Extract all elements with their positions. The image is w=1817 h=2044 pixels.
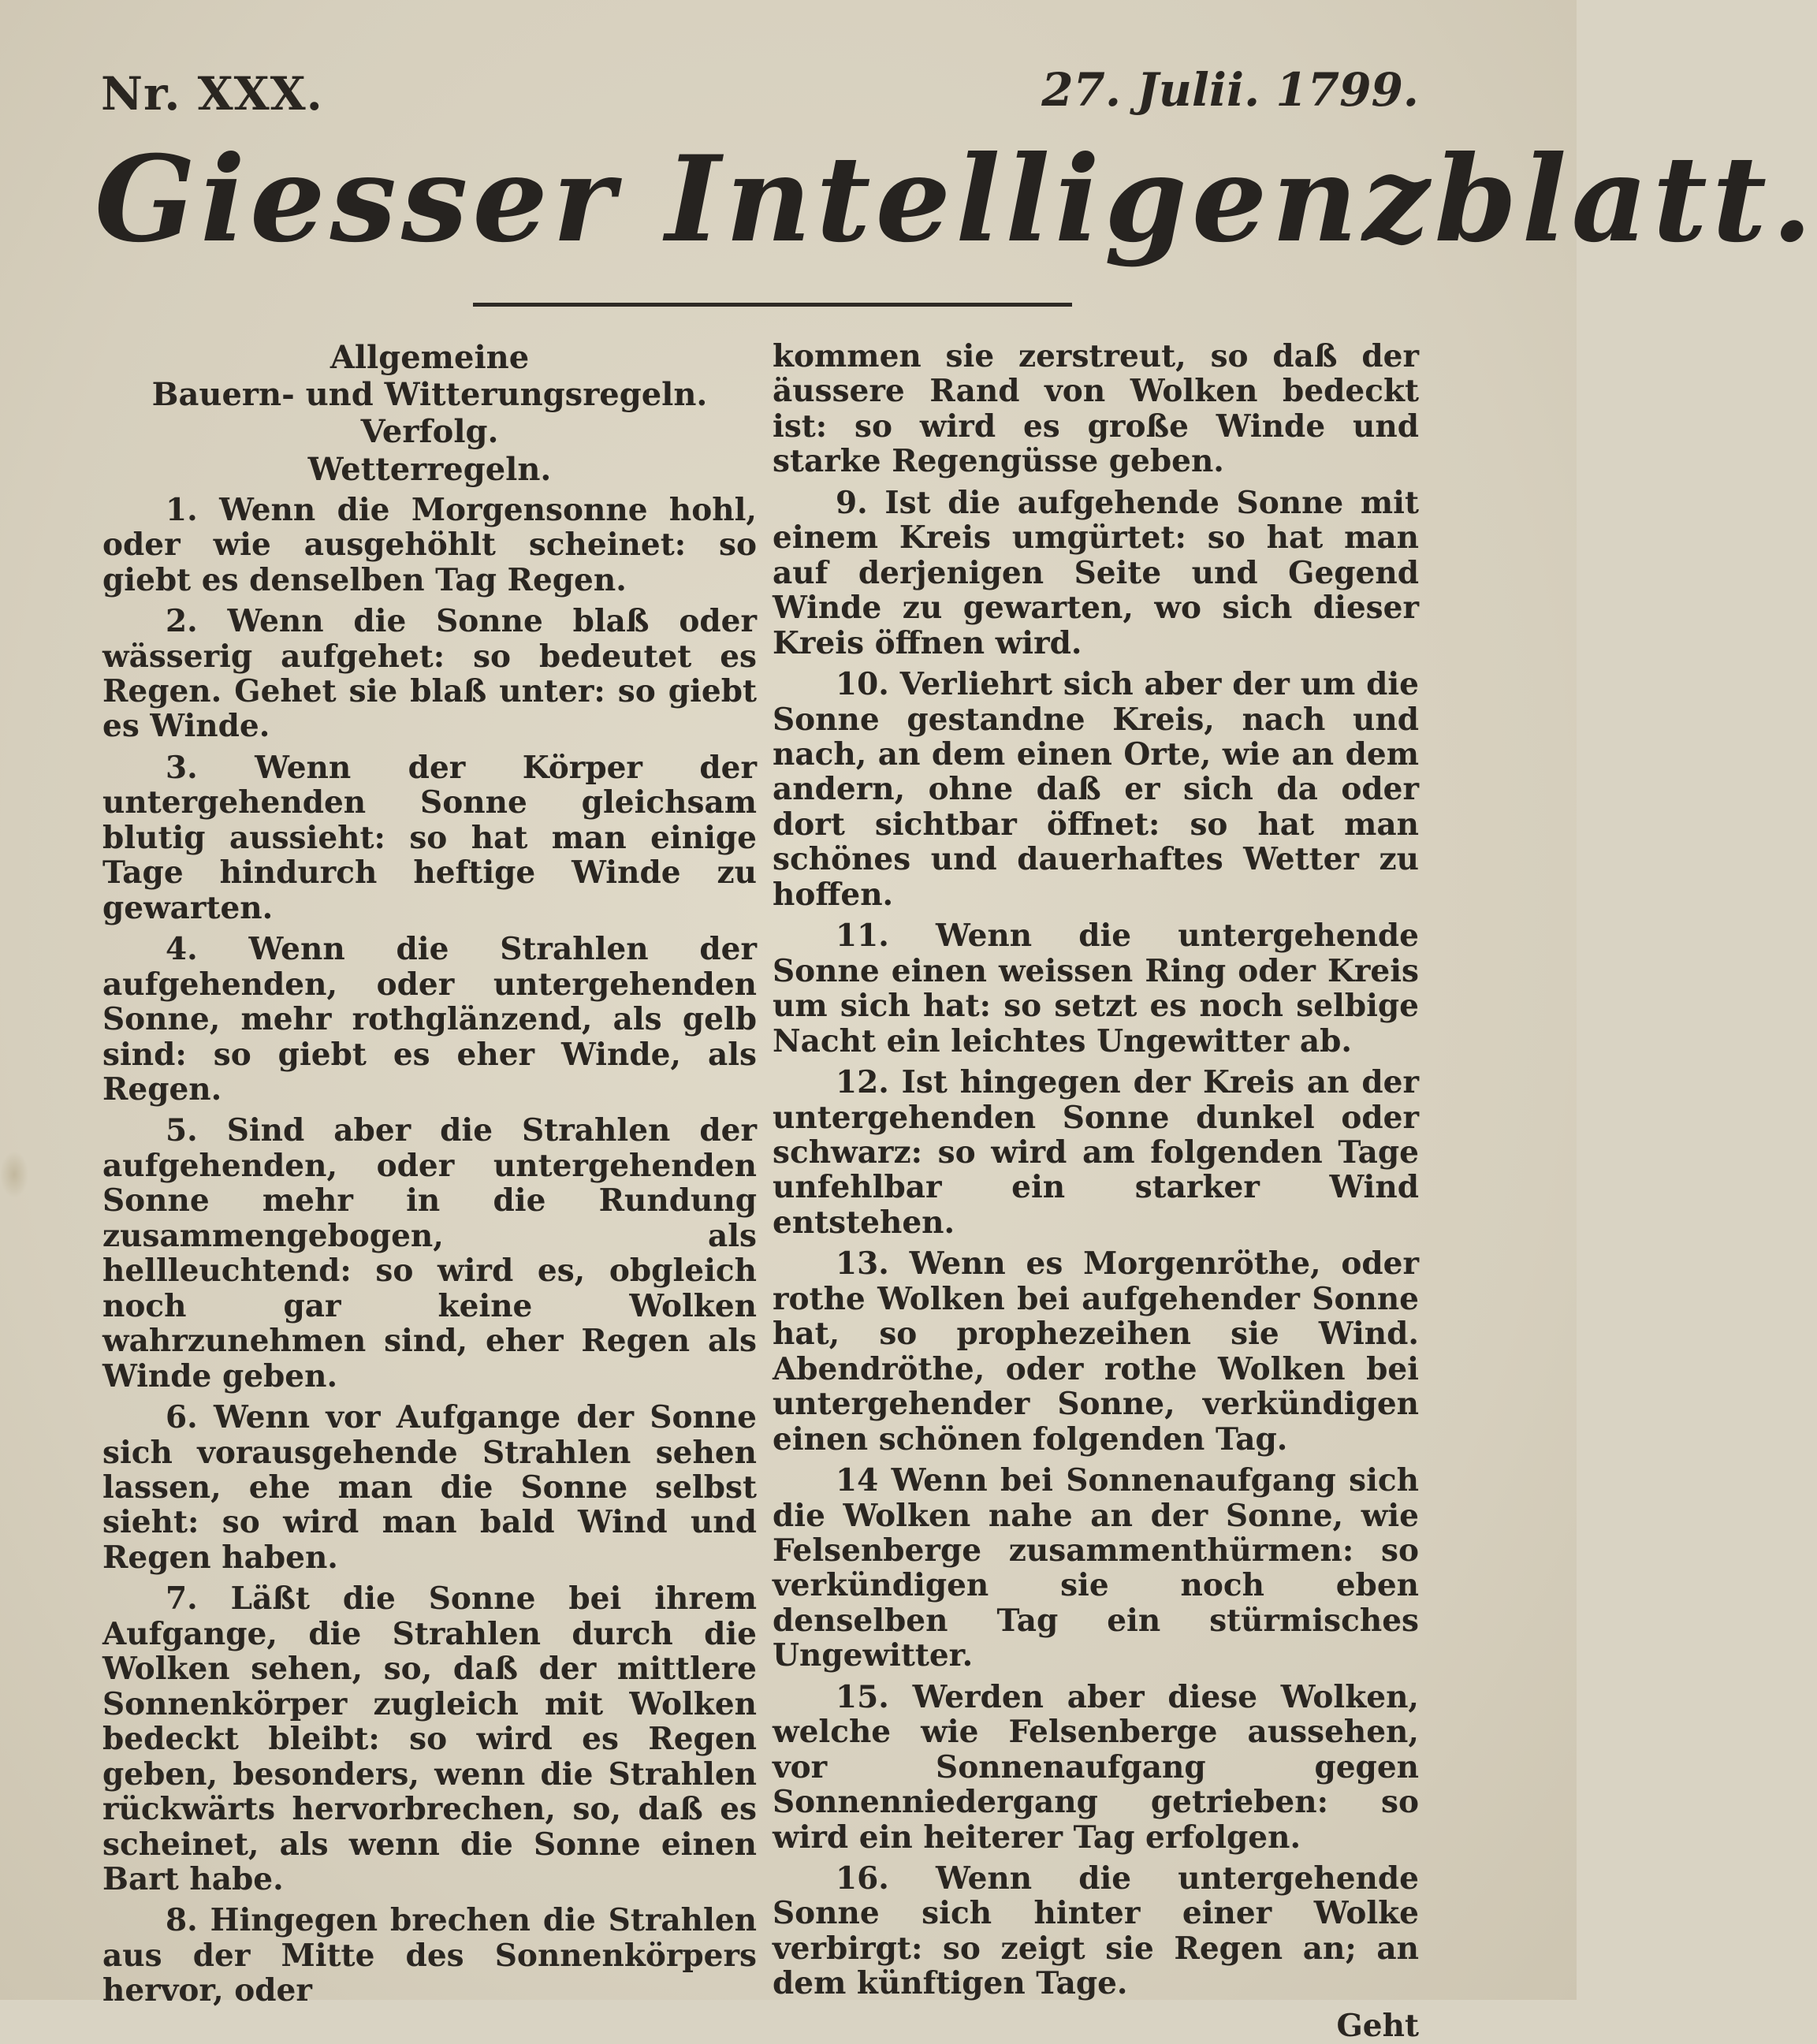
right-column [773, 339, 1419, 2044]
rule-paragraph-16: 16. Wenn die untergehende Sonne sich hinter einer Wolke verbirgt: so zeigt sie Regen an; an dem künftigen Tage. [773, 1860, 1419, 2002]
rule-paragraph-7: 7. Läßt die Sonne bei ihrem Aufgange, die Strahlen durch die Wolken sehen, so, daß der mittlere Sonnenkörper zugleich mit Wolken bedeckt bleibt: so wird es Regen geben, besonders, wenn die Strahlen rückwärts hervorbrechen, so, daß es scheinet, als wenn die Sonne einen Bart habe. [102, 1580, 757, 1897]
rule-paragraph-12: 12. Ist hingegen der Kreis an der untergehenden Sonne dunkel oder schwarz: so wird am folgenden Tage unfehlbar ein starker Wind entstehen. [773, 1064, 1419, 1241]
rule-paragraph-2: 2. Wenn die Sonne blaß oder wässerig aufgehet: so bedeutet es Regen. Gehet sie blaß unter: so giebt es Winde. [102, 603, 757, 745]
catchword: Geht [1336, 2007, 1419, 2044]
rule-paragraph-8-continued: kommen sie zerstreut, so daß der äussere Rand von Wolken bedeckt ist: so wird es große Winde und starke Regengüsse geben. [773, 338, 1419, 480]
rule-paragraph-1: 1. Wenn die Morgensonne hohl, oder wie ausgehöhlt scheinet: so giebt es denselben Tag Regen. [102, 491, 757, 598]
section-heading-general: Allgemeine [330, 339, 530, 376]
masthead-title: Giesser Intelligenzblatt. [95, 130, 1817, 269]
section-heading-continued: Verfolg. [360, 413, 499, 451]
section-heading-rules: Bauern- und Witterungsregeln. [151, 376, 708, 414]
rule-paragraph-8: 8. Hingegen brechen die Strahlen aus der Mitte des Sonnenkörpers hervor, oder [102, 1902, 757, 2009]
rule-paragraph-5: 5. Sind aber die Strahlen der aufgehenden, oder untergehenden Sonne mehr in die Rundung zusammengebogen, als hellleuchtend: so wird es, obgleich noch gar keine Wolken wahrzunehmen sind, eher Regen als Winde geben. [102, 1112, 757, 1394]
rule-paragraph-15: 15. Werden aber diese Wolken, welche wie Felsenberge aussehen, vor Sonnenaufgang gegen Sonnenniedergang getrieben: so wird ein heiterer Tag erfolgen. [773, 1678, 1419, 1856]
masthead-rule [473, 303, 1072, 307]
paper-stain [0, 1151, 28, 1198]
issue-number: Nr. XXX. [101, 67, 323, 121]
issue-date: 27. Julii. 1799. [1041, 63, 1419, 117]
section-heading-weather-rules: Wetterregeln. [307, 450, 552, 488]
rule-paragraph-13: 13. Wenn es Morgenröthe, oder rothe Wolken bei aufgehender Sonne hat, so prophezeihen sie Wind. Abendröthe, oder rothe Wolken bei untergehender Sonne, verkündigen einen schönen folgenden Tag. [773, 1245, 1419, 1458]
rule-paragraph-4: 4. Wenn die Strahlen der aufgehenden, oder untergehenden Sonne, mehr rothglänzend, als gelb sind: so giebt es eher Winde, als Regen. [102, 931, 757, 1108]
left-column [102, 339, 757, 2015]
rule-paragraph-6: 6. Wenn vor Aufgange der Sonne sich vorausgehende Strahlen sehen lassen, ehe man die Sonne selbst sieht: so wird man bald Wind und Regen haben. [102, 1399, 757, 1576]
rule-paragraph-14: 14 Wenn bei Sonnenaufgang sich die Wolken nahe an der Sonne, wie Felsenberge zusammenthürmen: so verkündigen sie noch eben denselben Tag ein stürmisches Ungewitter. [773, 1462, 1419, 1674]
rule-paragraph-11: 11. Wenn die untergehende Sonne einen weissen Ring oder Kreis um sich hat: so setzt es noch selbige Nacht ein leichtes Ungewitter ab. [773, 918, 1419, 1059]
rule-paragraph-9: 9. Ist die aufgehende Sonne mit einem Kreis umgürtet: so hat man auf derjenigen Seite und Gegend Winde zu gewarten, wo sich dieser Kreis öffnen wird. [773, 484, 1419, 661]
rule-paragraph-3: 3. Wenn der Körper der untergehenden Sonne gleichsam blutig aussieht: so hat man einige Tage hindurch heftige Winde zu gewarten. [102, 749, 757, 926]
rule-paragraph-10: 10. Verliehrt sich aber der um die Sonne gestandne Kreis, nach und nach, an dem einen Orte, wie an dem andern, ohne daß er sich da oder dort sichtbar öffnet: so hat man schönes und dauerhaftes Wetter zu hoffen. [773, 666, 1419, 913]
